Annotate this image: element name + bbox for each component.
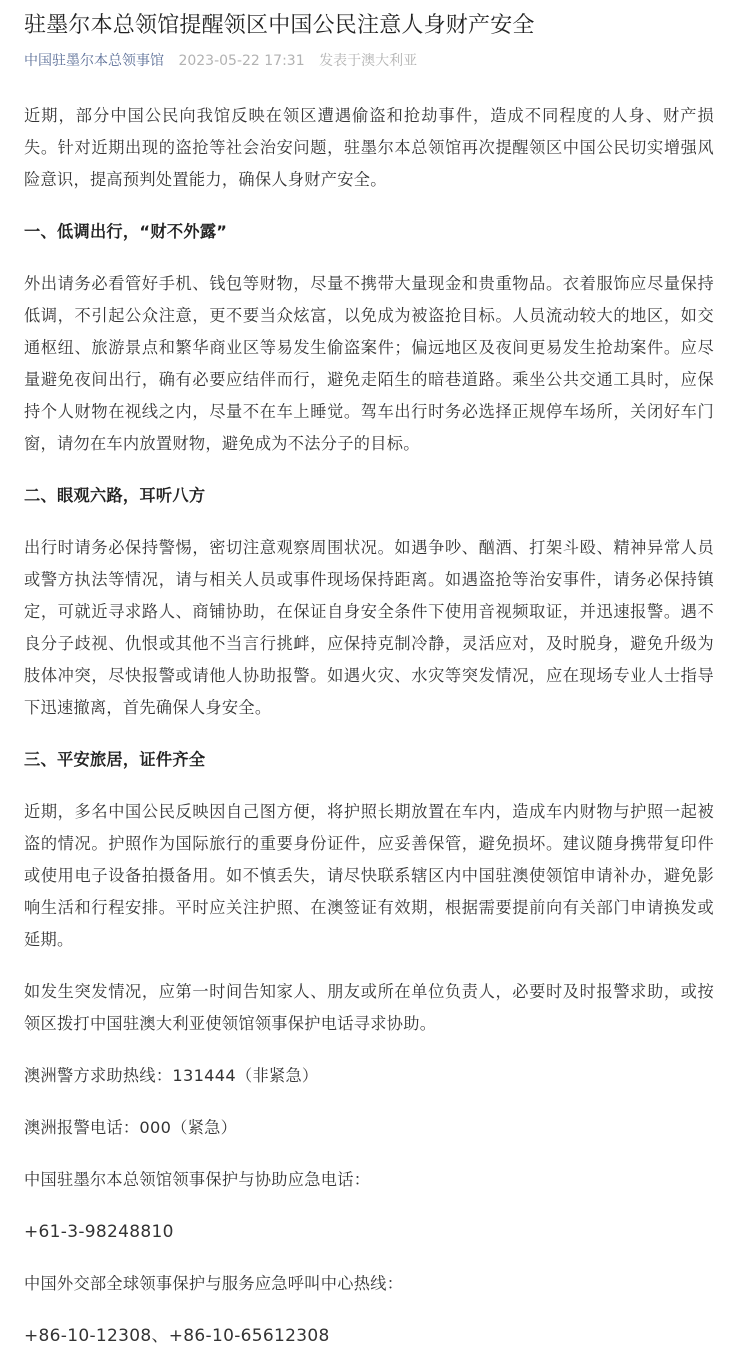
article	[24, 0, 714, 1372]
mfa-hotline-numbers: +86-10-12308、+86-10-65612308	[24, 1326, 330, 1346]
consulate-hotline-number: +61-3-98248810	[24, 1222, 174, 1242]
section-heading-2: 二、眼观六路，耳听八方	[24, 486, 206, 505]
section-heading-3: 三、平安旅居，证件齐全	[24, 750, 206, 769]
consulate-hotline-label: 中国驻墨尔本总领馆领事保护与协助应急电话：	[24, 1170, 371, 1189]
article-title: 驻墨尔本总领馆提醒领区中国公民注意人身财产安全	[24, 13, 535, 38]
section-paragraph-2: 出行时请务必保持警惕，密切注意观察周围状况。如遇争吵、酗酒、打架斗殴、精神异常人员或警方执法等情况，请与相关人员或事件现场保持距离。如遇盗抢等治安事件，请务必保持镇定，可就近寻求路人、商铺协助，在保证自身安全条件下使用音视频取证，并迅速报警。遇不良分子歧视、仇恨或其他不当言行挑衅，应保持克制冷静，灵活应对，及时脱身，避免升级为肢体冲突，尽快报警或请他人协助报警。如遇火灾、水灾等突发情况，应在现场专业人士指导下迅速撤离，首先确保人身安全。	[24, 538, 714, 717]
account-name-link[interactable]: 中国驻墨尔本总领事馆	[24, 53, 164, 69]
emergency-call: 澳洲报警电话：000（紧急）	[24, 1118, 238, 1137]
publish-location: 发表于澳大利亚	[319, 53, 418, 69]
section-paragraph-3: 近期，多名中国公民反映因自己图方便，将护照长期放置在车内，造成车内财物与护照一起被盗的情况。护照作为国际旅行的重要身份证件，应妥善保管，避免损坏。建议随身携带复印件或使用电子设备拍摄备用。如不慎丢失，请尽快联系辖区内中国驻澳使领馆申请补办，避免影响生活和行程安排。平时应关注护照、在澳签证有效期，根据需要提前向有关部门申请换发或延期。	[24, 802, 714, 949]
mfa-hotline-label: 中国外交部全球领事保护与服务应急呼叫中心热线：	[24, 1274, 404, 1293]
emergency-paragraph: 如发生突发情况，应第一时间告知家人、朋友或所在单位负责人，必要时及时报警求助，或按领区拨打中国驻澳大利亚使领馆领事保护电话寻求协助。	[24, 982, 714, 1033]
section-paragraph-1: 外出请务必看管好手机、钱包等财物，尽量不携带大量现金和贵重物品。衣着服饰应尽量保持低调，不引起公众注意，更不要当众炫富，以免成为被盗抢目标。人员流动较大的地区，如交通枢纽、旅游景点和繁华商业区等易发生偷盗案件；偏远地区及夜间更易发生抢劫案件。应尽量避免夜间出行，确有必要应结伴而行，避免走陌生的暗巷道路。乘坐公共交通工具时，应保持个人财物在视线之内，尽量不在车上睡觉。驾车出行时务必选择正规停车场所，关闭好车门窗，请勿在车内放置财物，避免成为不法分子的目标。	[24, 274, 714, 453]
section-heading-1: 一、低调出行，“财不外露”	[24, 222, 228, 241]
article-body	[24, 100, 714, 1352]
intro-paragraph: 近期，部分中国公民向我馆反映在领区遭遇偷盗和抢劫事件，造成不同程度的人身、财产损失。针对近期出现的盗抢等社会治安问题，驻墨尔本总领馆再次提醒领区中国公民切实增强风险意识，提高预判处置能力，确保人身财产安全。	[24, 106, 714, 189]
article-meta	[24, 51, 714, 71]
police-hotline: 澳洲警方求助热线：131444（非紧急）	[24, 1066, 319, 1085]
publish-time: 2023-05-22 17:31	[178, 53, 305, 69]
